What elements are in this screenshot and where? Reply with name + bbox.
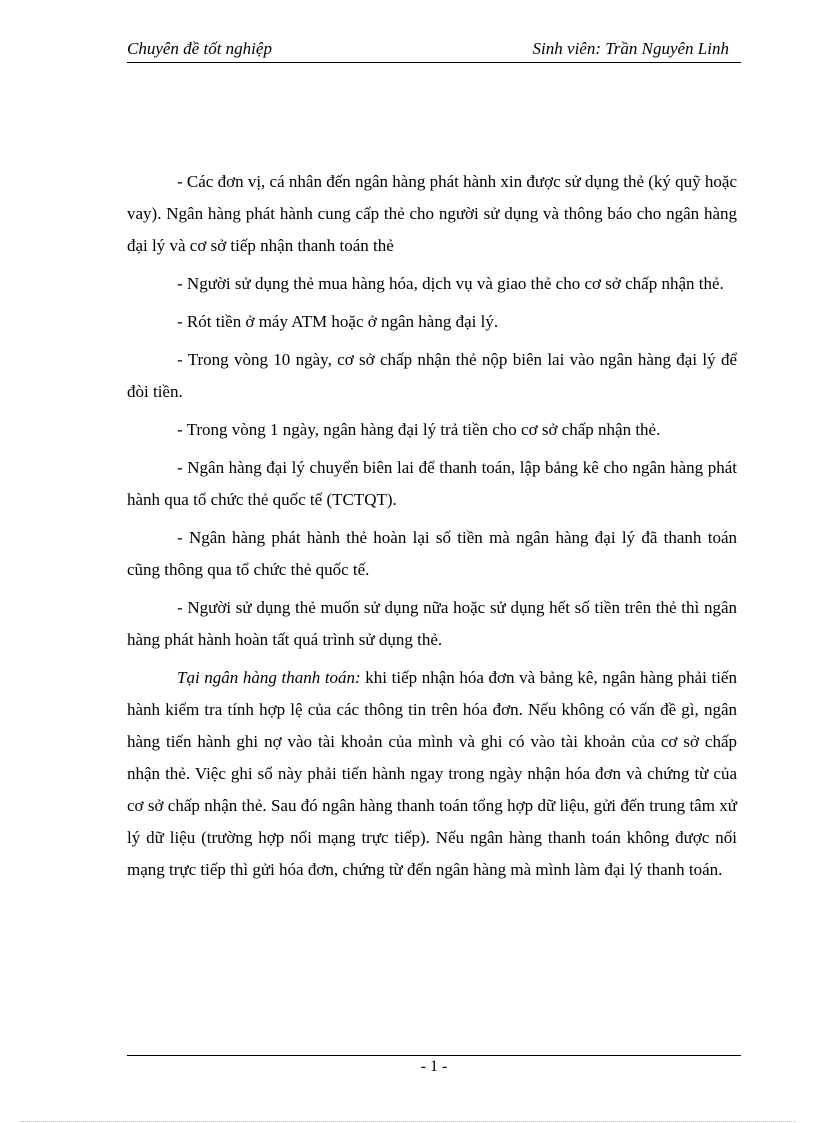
paragraph-lead-in: Tại ngân hàng thanh toán:	[177, 668, 361, 687]
header-title: Chuyên đề tốt nghiệp	[127, 39, 272, 58]
body-paragraph: - Ngân hàng phát hành thẻ hoàn lại số tiền mà ngân hàng đại lý đã thanh toán cũng thông qua tổ chức thẻ quốc tế.	[127, 528, 737, 579]
body-paragraph: - Người sử dụng thẻ muốn sử dụng nữa hoặc sử dụng hết số tiền trên thẻ thì ngân hàng phát hành hoàn tất quá trình sử dụng thẻ.	[127, 598, 737, 649]
body-paragraph: - Rót tiền ở máy ATM hoặc ở ngân hàng đại lý.	[177, 312, 499, 331]
page-number: - 1 -	[420, 1058, 448, 1075]
page-header	[127, 38, 741, 63]
paragraph-text: khi tiếp nhận hóa đơn và bảng kê, ngân hàng phải tiến hành kiểm tra tính hợp lệ của các thông tin trên hóa đơn. Nếu không có vấn đề gì, ngân hàng tiến hành ghi nợ vào tài khoản của mình và ghi có vào tài khoản của cơ sở chấp nhận thẻ. Việc ghi sổ này phải tiến hành ngay trong ngày nhận hóa đơn và chứng từ của cơ sở chấp nhận thẻ. Sau đó ngân hàng thanh toán tổng hợp dữ liệu, gửi đến trung tâm xử lý dữ liệu (trường hợp nối mạng trực tiếp). Nếu ngân hàng thanh toán không được nối mạng trực tiếp thì gửi hóa đơn, chứng từ đến ngân hàng mà mình làm đại lý thanh toán.	[127, 668, 737, 879]
final-paragraph	[127, 662, 737, 886]
body-paragraph: - Ngân hàng đại lý chuyển biên lai để thanh toán, lập bảng kê cho ngân hàng phát hành qua tổ chức thẻ quốc tế (TCTQT).	[127, 458, 737, 509]
page-body	[127, 166, 737, 892]
body-paragraph: - Các đơn vị, cá nhân đến ngân hàng phát hành xin được sử dụng thẻ (ký quỹ hoặc vay). Ngân hàng phát hành cung cấp thẻ cho người sử dụng và thông báo cho ngân hàng đại lý và cơ sở tiếp nhận thanh toán thẻ	[127, 172, 737, 255]
body-paragraph: - Trong vòng 10 ngày, cơ sở chấp nhận thẻ nộp biên lai vào ngân hàng đại lý để đòi tiền.	[127, 350, 737, 401]
body-paragraph: - Trong vòng 1 ngày, ngân hàng đại lý trả tiền cho cơ sở chấp nhận thẻ.	[177, 420, 661, 439]
header-author: Sinh viên: Trần Nguyên Linh	[532, 39, 729, 58]
page-bottom-edge	[20, 1121, 796, 1122]
body-paragraph: - Người sử dụng thẻ mua hàng hóa, dịch vụ và giao thẻ cho cơ sở chấp nhận thẻ.	[177, 274, 724, 293]
